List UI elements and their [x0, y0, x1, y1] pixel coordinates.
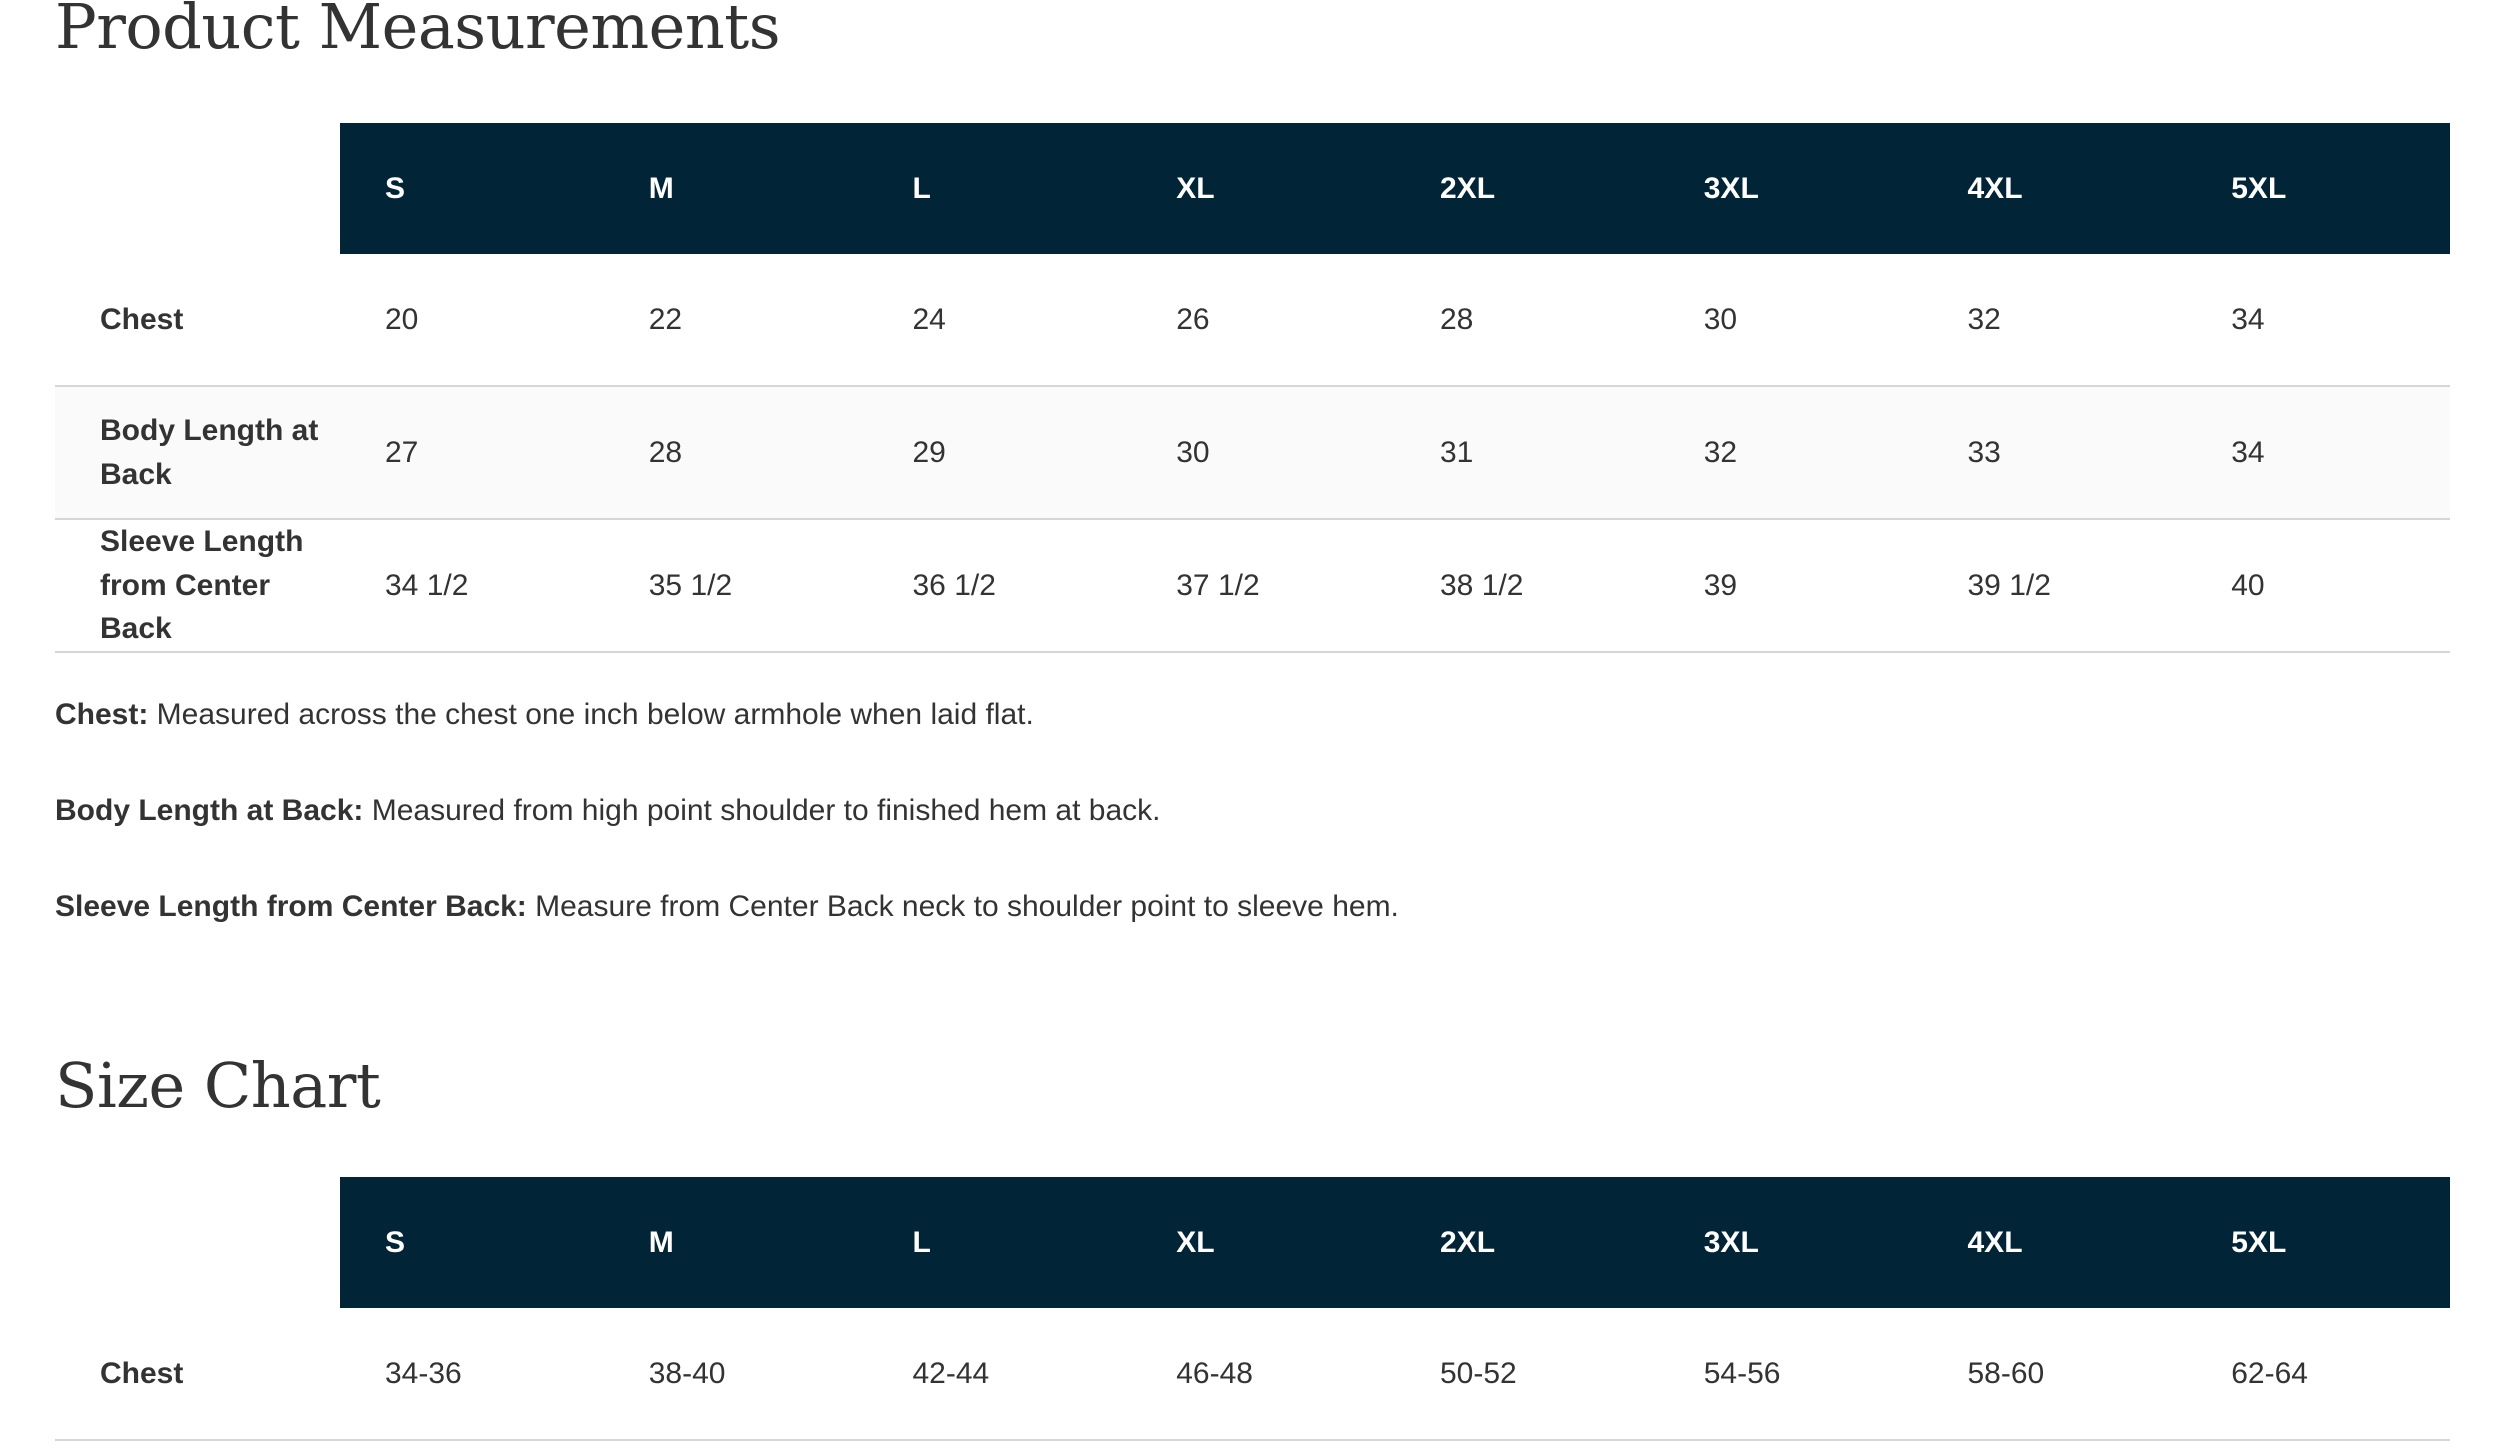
row-label: Sleeve Length from Center Back — [55, 519, 340, 652]
measurement-notes — [55, 698, 1399, 986]
size-header-l: L — [868, 1177, 1132, 1308]
size-header-4xl: 4XL — [1923, 123, 2187, 254]
table-row-body-length — [55, 386, 2450, 519]
table-cell: 62-64 — [2186, 1308, 2450, 1440]
size-header-row — [55, 123, 2450, 254]
size-header-m: M — [604, 1177, 868, 1308]
table-cell: 50-52 — [1395, 1308, 1659, 1440]
size-header-row — [55, 1177, 2450, 1308]
note-text: Measured across the chest one inch below armhole when laid flat. — [148, 698, 1034, 731]
header-blank-cell — [55, 1177, 340, 1308]
size-chart-table — [55, 1177, 2450, 1441]
table-cell: 26 — [1131, 254, 1395, 386]
table-cell: 38-40 — [604, 1308, 868, 1440]
table-cell: 34 — [2186, 254, 2450, 386]
table-cell: 31 — [1395, 386, 1659, 519]
size-header-5xl: 5XL — [2186, 1177, 2450, 1308]
size-header-4xl: 4XL — [1923, 1177, 2187, 1308]
row-label: Chest — [55, 254, 340, 386]
note-term: Sleeve Length from Center Back: — [55, 890, 527, 923]
note-text: Measured from high point shoulder to finished hem at back. — [363, 794, 1161, 827]
table-cell: 35 1/2 — [604, 519, 868, 652]
size-header-l: L — [868, 123, 1132, 254]
table-cell: 24 — [868, 254, 1132, 386]
header-blank-cell — [55, 123, 340, 254]
table-cell: 30 — [1131, 386, 1395, 519]
table-cell: 46-48 — [1131, 1308, 1395, 1440]
table-cell: 32 — [1659, 386, 1923, 519]
table-cell: 58-60 — [1923, 1308, 2187, 1440]
table-cell: 37 1/2 — [1131, 519, 1395, 652]
size-header-m: M — [604, 123, 868, 254]
product-measurements-title: Product Measurements — [55, 0, 781, 63]
table-row-chest — [55, 254, 2450, 386]
size-chart-title: Size Chart — [55, 1049, 381, 1122]
product-measurements-table — [55, 123, 2450, 653]
table-cell: 36 1/2 — [868, 519, 1132, 652]
table-row-chest — [55, 1308, 2450, 1440]
note-term: Body Length at Back: — [55, 794, 364, 827]
table-cell: 39 — [1659, 519, 1923, 652]
table-cell: 20 — [340, 254, 604, 386]
table-cell: 29 — [868, 386, 1132, 519]
size-header-s: S — [340, 123, 604, 254]
note-text: Measure from Center Back neck to shoulder point to sleeve hem. — [526, 890, 1399, 923]
table-cell: 32 — [1923, 254, 2187, 386]
size-header-3xl: 3XL — [1659, 123, 1923, 254]
size-header-xl: XL — [1131, 1177, 1395, 1308]
row-label: Body Length at Back — [55, 386, 340, 519]
table-cell: 40 — [2186, 519, 2450, 652]
table-cell: 34-36 — [340, 1308, 604, 1440]
table-cell: 22 — [604, 254, 868, 386]
row-label: Chest — [55, 1308, 340, 1440]
table-cell: 27 — [340, 386, 604, 519]
size-header-xl: XL — [1131, 123, 1395, 254]
note-body-length — [55, 794, 1399, 827]
size-header-2xl: 2XL — [1395, 123, 1659, 254]
size-header-3xl: 3XL — [1659, 1177, 1923, 1308]
note-sleeve-length — [55, 890, 1399, 923]
note-term: Chest: — [55, 698, 149, 731]
table-cell: 28 — [1395, 254, 1659, 386]
size-header-5xl: 5XL — [2186, 123, 2450, 254]
size-header-s: S — [340, 1177, 604, 1308]
table-cell: 39 1/2 — [1923, 519, 2187, 652]
table-cell: 33 — [1923, 386, 2187, 519]
table-cell: 30 — [1659, 254, 1923, 386]
table-cell: 38 1/2 — [1395, 519, 1659, 652]
table-cell: 34 — [2186, 386, 2450, 519]
table-row-sleeve-length — [55, 519, 2450, 652]
table-cell: 42-44 — [868, 1308, 1132, 1440]
size-header-2xl: 2XL — [1395, 1177, 1659, 1308]
table-cell: 54-56 — [1659, 1308, 1923, 1440]
note-chest — [55, 698, 1399, 731]
table-cell: 34 1/2 — [340, 519, 604, 652]
table-cell: 28 — [604, 386, 868, 519]
